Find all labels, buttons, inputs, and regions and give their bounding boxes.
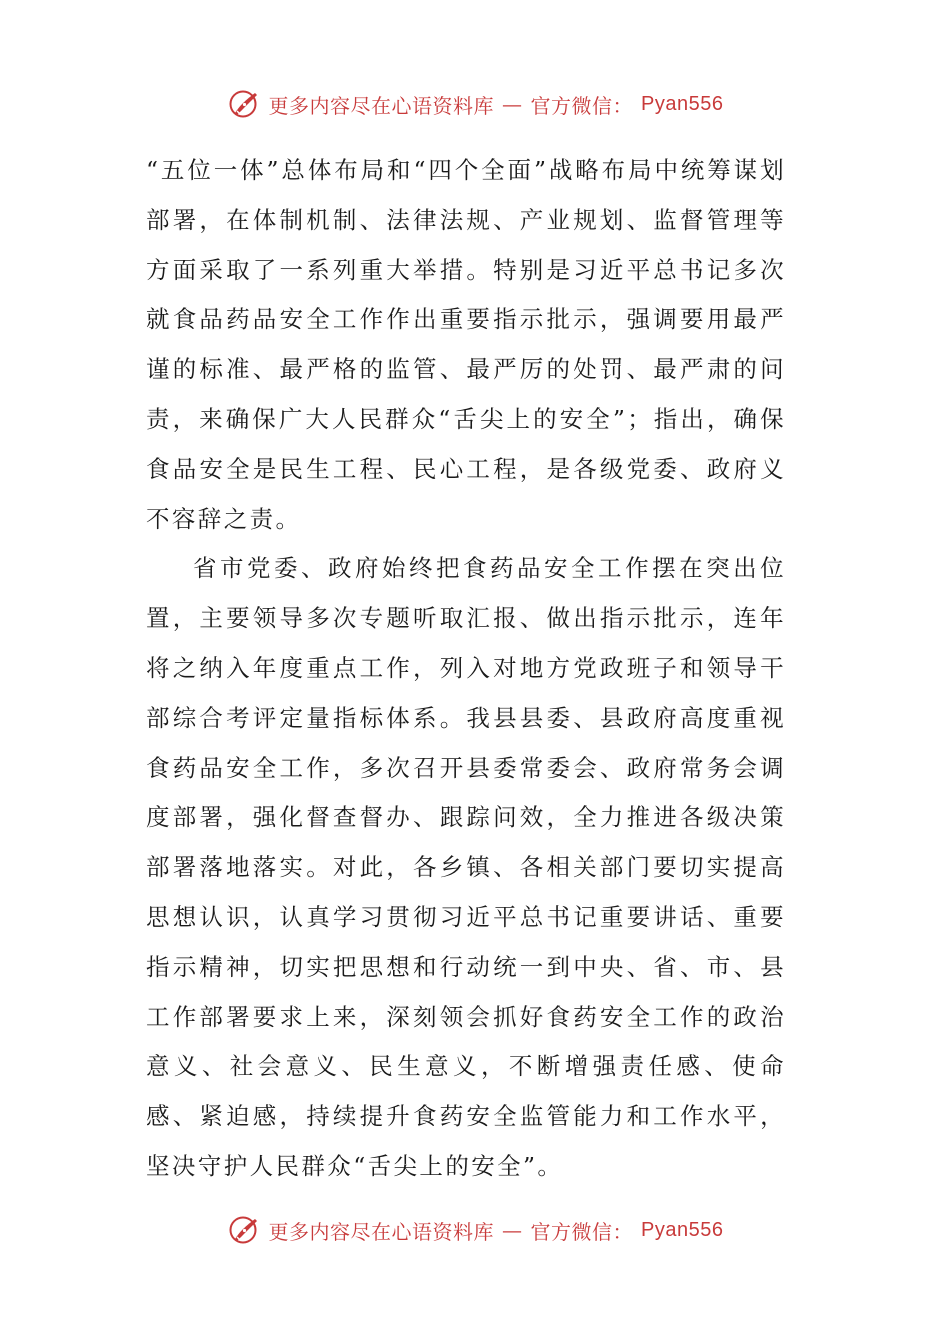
header-banner (0, 82, 950, 126)
header-wechat-id: Pyan556 (641, 92, 724, 115)
header-dash: — (502, 92, 523, 116)
paragraph-1: “五位一体”总体布局和“四个全面”战略布局中统筹谋划部署，在体制机制、法律法规、产业规划、监督管理等方面采取了一系列重大举措。特别是习近平总书记多次就食品药品安全工作作出重要指示批示，强调要用最严谨的标准、最严格的监管、最严厉的处罚、最严肃的问责，来确保广大人民群众“舌尖上的安全”；指出，确保食品安全是民生工程、民心工程，是各级党委、政府义不容辞之责。 (146, 156, 786, 533)
pen-nib-logo-icon (227, 87, 261, 121)
header-wechat-label: 官方微信： (530, 93, 634, 118)
pen-nib-logo-icon (227, 1213, 261, 1247)
header-site-text: 更多内容尽在心语资料库 (268, 93, 495, 118)
footer-dash: — (502, 1218, 523, 1242)
footer-wechat-id: Pyan556 (641, 1218, 724, 1241)
paragraph-2: 省市党委、政府始终把食药品安全工作摆在突出位置，主要领导多次专题听取汇报、做出指示批示，连年将之纳入年度重点工作，列入对地方党政班子和领导干部综合考评定量指标体系。我县县委、县政府高度重视食药品安全工作，多次召开县委常委会、政府常务会调度部署，强化督查督办、跟踪问效，全力推进各级决策部署落地落实。对此，各乡镇、各相关部门要切实提高思想认识，认真学习贯彻习近平总书记重要讲话、重要指示精神，切实把思想和行动统一到中央、省、市、县工作部署要求上来，深刻领会抓好食药安全工作的政治意义、社会意义、民生意义，不断增强责任感、使命感、紧迫感，持续提升食药安全监管能力和工作水平，坚决守护人民群众“舌尖上的安全”。 (146, 554, 786, 1180)
footer-site-text: 更多内容尽在心语资料库 (268, 1219, 495, 1244)
footer-banner (0, 1208, 950, 1252)
footer-wechat-label: 官方微信： (530, 1219, 634, 1244)
document-body (146, 146, 786, 1192)
